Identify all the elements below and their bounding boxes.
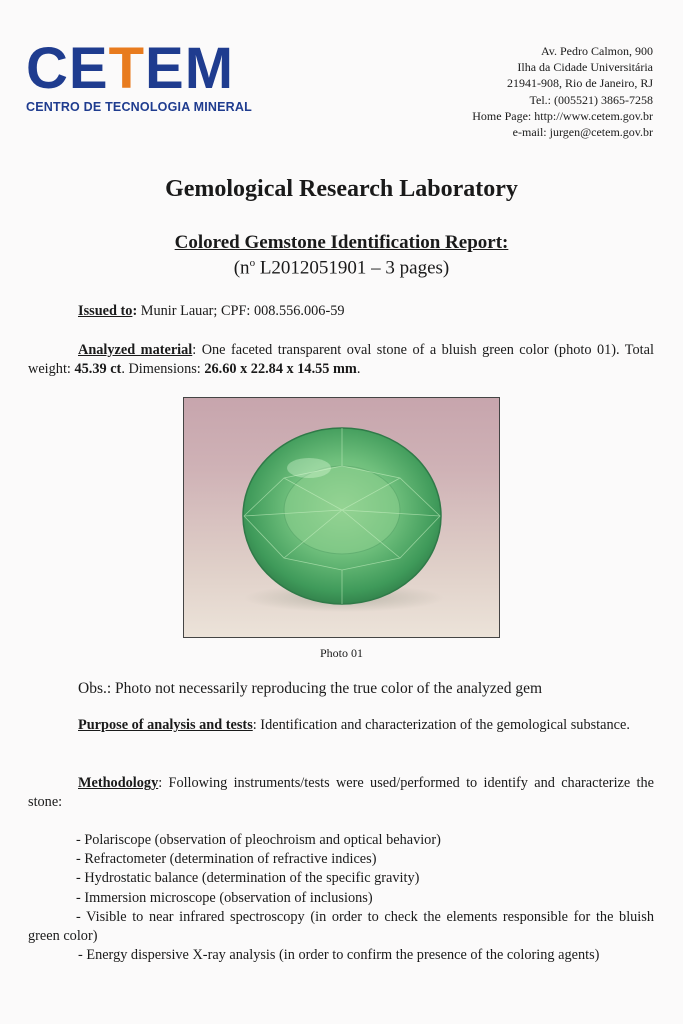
- logo-wordmark: CETEM: [26, 36, 235, 101]
- gem-photo: [183, 397, 500, 638]
- address-line: Ilha da Cidade Universitária: [517, 60, 653, 75]
- photo-disclaimer: Obs.: Photo not necessarily reproducing the true color of the analyzed gem: [78, 680, 543, 697]
- dimensions: 26.60 x 22.84 x 14.55 mm: [204, 361, 357, 377]
- analyzed-material-label: Analyzed material: [78, 342, 193, 358]
- photo-caption: Photo 01: [319, 646, 363, 660]
- purpose-paragraph: Purpose of analysis and tests: Identification and characterization of the gemological substance.: [78, 717, 630, 733]
- logo-subtitle: CENTRO DE TECNOLOGIA MINERAL: [26, 100, 252, 114]
- list-item: - Energy dispersive X-ray analysis (in order to confirm the presence of the coloring agents): [78, 947, 600, 964]
- analyzed-material-paragraph: Analyzed material: One faceted transparent oval stone of a bluish green color (photo 01). Total weight: 45.39 ct. Dimensions: 26.60 x 22.84 x 14.55 mm.: [28, 342, 654, 377]
- cetem-logo: [26, 36, 252, 114]
- email-line[interactable]: e-mail: jurgen@cetem.gov.br: [512, 125, 653, 140]
- lab-title: Gemological Research Laboratory: [165, 176, 518, 202]
- report-title: Colored Gemstone Identification Report:: [174, 232, 509, 253]
- address-line: 21941-908, Rio de Janeiro, RJ: [507, 76, 653, 91]
- issued-to-paragraph: Issued to: Munir Lauar; CPF: 008.556.006-59: [78, 303, 345, 319]
- list-item: - Immersion microscope (observation of inclusions): [76, 889, 373, 906]
- methodology-paragraph: Methodology: Following instruments/tests were used/performed to identify and characterize the stone:: [28, 775, 654, 810]
- address-block: [472, 43, 653, 140]
- methodology-list: [28, 831, 654, 965]
- gem-image: [184, 398, 499, 637]
- homepage-line[interactable]: Home Page: http://www.cetem.gov.br: [472, 108, 653, 123]
- issued-to-value: Munir Lauar; CPF: 008.556.006-59: [137, 303, 345, 319]
- list-item: - Visible to near infrared spectroscopy (in order to check the elements responsible for the bluish green color): [28, 908, 654, 945]
- list-item: - Refractometer (determination of refractive indices): [76, 851, 377, 868]
- issued-to-label: Issued to: [78, 303, 133, 319]
- methodology-label: Methodology: [78, 775, 159, 791]
- total-weight: 45.39 ct: [74, 361, 122, 377]
- list-item: - Hydrostatic balance (determination of the specific gravity): [76, 870, 420, 887]
- address-line: Av. Pedro Calmon, 900: [541, 44, 653, 58]
- purpose-label: Purpose of analysis and tests: [78, 717, 253, 733]
- list-item: - Polariscope (observation of pleochroism and optical behavior): [76, 832, 441, 848]
- phone-line: Tel.: (005521) 3865-7258: [529, 92, 653, 107]
- report-number: ($n^o$ L2012051901 – 3 pages): [233, 257, 450, 279]
